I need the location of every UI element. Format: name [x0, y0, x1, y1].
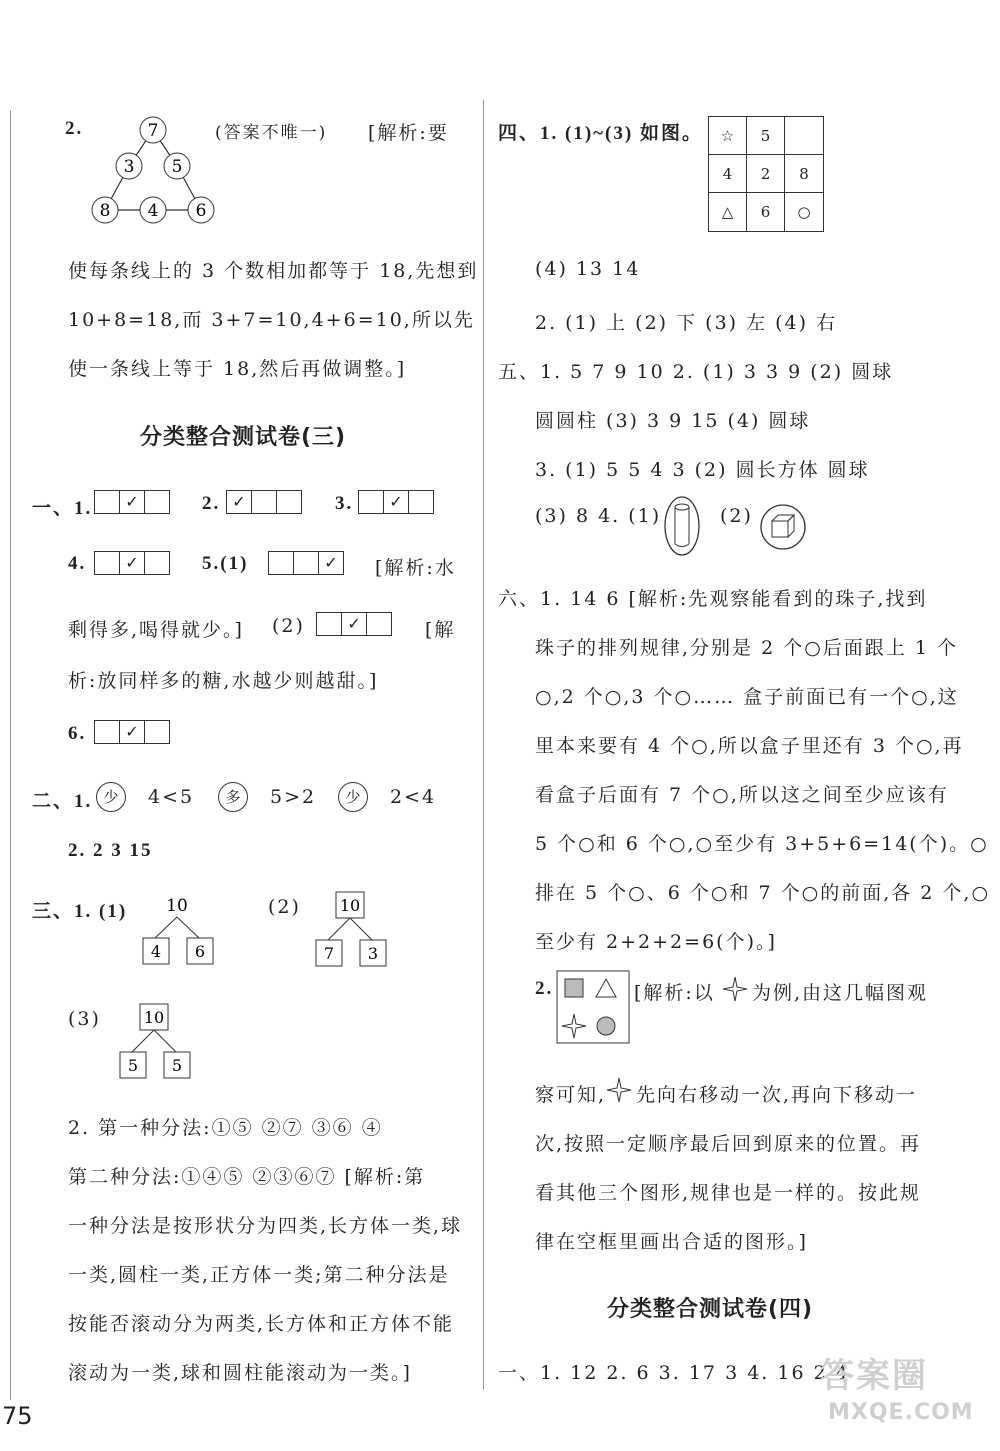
question-number: 6.: [68, 723, 87, 744]
analysis-start: [解析:水: [375, 557, 456, 579]
answer-boxes: ✓: [94, 551, 170, 575]
comparison: 2<4: [390, 786, 437, 808]
section-title: 分类整合测试卷(三): [140, 425, 347, 450]
text-line: 3. (1) 5 5 4 3 (2) 圆长方体 圆球: [535, 459, 870, 481]
circled-answer: 少: [338, 782, 368, 812]
sub-question: (2): [272, 615, 305, 637]
cylinder-icon: [662, 494, 702, 558]
comparison: 4<5: [148, 786, 195, 808]
svg-text:5: 5: [171, 157, 183, 177]
pattern-box: [556, 970, 630, 1044]
answer-boxes: ✓: [226, 490, 302, 514]
text-line: 2. (1) 上 (2) 下 (3) 左 (4) 右: [535, 312, 838, 334]
text-line: 先向右移动一次,再向下移动一: [636, 1084, 918, 1106]
svg-text:3: 3: [123, 157, 135, 177]
question-number: 2.: [65, 118, 84, 139]
grid-cell: ☆: [709, 117, 747, 155]
answer-boxes: ✓: [316, 612, 392, 636]
section-title: 分类整合测试卷(四): [607, 1297, 814, 1322]
cube-icon: [758, 502, 808, 552]
text-line: 使每条线上的 3 个数相加都等于 18,先想到: [68, 260, 479, 282]
text-line: 圆圆柱 (3) 3 9 15 (4) 圆球: [535, 410, 811, 432]
svg-text:10: 10: [339, 896, 361, 915]
comparison: 5>2: [270, 786, 317, 808]
section-heading: 四、1. (1)~(3) 如图。: [498, 123, 703, 144]
svg-text:10: 10: [143, 1008, 165, 1027]
analysis-start: [解析:要: [368, 122, 449, 144]
text-line: (4) 13 14: [535, 258, 641, 280]
node-bottom-mid: [140, 197, 166, 223]
answer-boxes: ✓: [94, 490, 170, 514]
circled-answer: 多: [218, 782, 248, 812]
text-line: 一类,圆柱一类,正方体一类;第二种分法是: [68, 1264, 450, 1286]
left-margin-line: [10, 110, 11, 1400]
circled-answer: 少: [96, 782, 126, 812]
watermark-url: MXQE.COM: [828, 1400, 974, 1425]
split-diagram-3: [112, 1000, 202, 1084]
grid-cell: 6: [747, 193, 785, 231]
analysis-start: [解析:以: [634, 982, 715, 1004]
answer-boxes: ✓: [268, 551, 344, 575]
question-number: 2.: [202, 493, 221, 514]
question-number: 2.: [535, 978, 554, 999]
split-diagram-1: [135, 892, 225, 970]
node-bottom-right: [188, 197, 214, 223]
text-line: 第二种分法:①④⑤ ②③⑥⑦ [解析:第: [68, 1166, 426, 1188]
text-line: 10+8=18,而 3+7=10,4+6=10,所以先: [68, 309, 475, 331]
grid-cell: 5: [747, 117, 785, 155]
svg-text:5: 5: [127, 1056, 139, 1075]
node-mid-left: [116, 153, 142, 179]
star-shape-icon: [720, 974, 750, 1004]
text-line: 排在 5 个○、6 个○和 7 个○的前面,各 2 个,○: [535, 882, 991, 904]
sub-question: (2): [720, 505, 753, 527]
svg-text:4: 4: [150, 942, 162, 961]
sub-question: (3): [68, 1008, 101, 1030]
text-line: 看其他三个图形,规律也是一样的。按此规: [535, 1182, 922, 1204]
svg-text:7: 7: [323, 944, 335, 963]
grid-cell: 8: [785, 155, 823, 193]
text-line: 五、1. 5 7 9 10 2. (1) 3 3 9 (2) 圆球: [498, 361, 894, 383]
svg-text:4: 4: [147, 201, 159, 221]
node-bottom-left: [92, 197, 118, 223]
page-number: 75: [2, 1402, 33, 1430]
grid-cell: [785, 117, 823, 155]
node-top: [140, 117, 166, 143]
star-shape-icon: [604, 1075, 634, 1105]
text-line: 剩得多,喝得就少。]: [68, 619, 244, 641]
text-line: ○,2 个○,3 个○…… 盒子前面已有一个○,这: [535, 686, 959, 708]
answer-boxes: ✓: [94, 720, 170, 744]
text-line: 察可知,: [535, 1084, 607, 1106]
svg-text:3: 3: [367, 944, 379, 963]
text-line: (3) 8 4. (1): [535, 505, 662, 527]
text-line: 一、1. 12 2. 6 3. 17 3 4. 16 2 4: [498, 1362, 850, 1384]
text-line: 按能否滚动分为两类,长方体和正方体不能: [68, 1313, 455, 1335]
analysis-start: [解: [425, 619, 456, 641]
watermark-logo: 答案圈: [820, 1356, 928, 1396]
svg-text:10: 10: [166, 896, 188, 916]
text-line: 看盒子后面有 7 个○,所以这之间至少应该有: [535, 784, 949, 806]
svg-text:6: 6: [195, 201, 207, 221]
text-line: 次,按照一定顺序最后回到原来的位置。再: [535, 1133, 922, 1155]
text-line: 至少有 2+2+2=6(个)。]: [535, 931, 777, 953]
svg-text:8: 8: [99, 201, 111, 221]
grid-cell: 2: [747, 155, 785, 193]
question-number: 5.(1): [202, 553, 249, 574]
text-line: 使一条线上等于 18,然后再做调整。]: [68, 358, 407, 380]
text-line: 2. 2 3 15: [68, 840, 153, 861]
text-line: 5 个○和 6 个○,○至少有 3+5+6=14(个)。○: [535, 833, 989, 855]
grid-cell: 4: [709, 155, 747, 193]
section-label: 二、1.: [32, 791, 93, 812]
text-line: 析:放同样多的糖,水越少则越甜。]: [68, 670, 379, 692]
section-label: 三、1. (1): [32, 901, 128, 922]
text-line: 律在空框里画出合适的图形。]: [535, 1231, 808, 1253]
text-line: 珠子的排列规律,分别是 2 个○后面跟上 1 个: [535, 637, 958, 659]
column-divider: [483, 100, 484, 1390]
split-diagram-2: [308, 888, 398, 972]
sub-question: (2): [268, 896, 301, 918]
grid-cell: △: [709, 193, 747, 231]
section-label: 一、1.: [32, 498, 93, 519]
answer-boxes: ✓: [358, 490, 434, 514]
svg-text:6: 6: [194, 942, 206, 961]
text-line: 一种分法是按形状分为四类,长方体一类,球: [68, 1215, 463, 1237]
svg-text:5: 5: [171, 1056, 183, 1075]
question-number: 3.: [335, 493, 354, 514]
text-line: 滚动为一类,球和圆柱能滚动为一类。]: [68, 1362, 412, 1384]
text-line: 2. 第一种分法:①⑤ ②⑦ ③⑥ ④: [68, 1117, 383, 1139]
grid-cell: ○: [797, 203, 811, 221]
svg-text:7: 7: [147, 121, 159, 141]
text-line: 六、1. 14 6 [解析:先观察能看到的珠子,找到: [498, 588, 928, 610]
question-number: 4.: [68, 553, 87, 574]
answer-note: (答案不唯一): [215, 123, 328, 143]
answer-grid: [708, 116, 824, 232]
text-line: 为例,由这几幅图观: [752, 982, 929, 1004]
triangle-number-diagram: [85, 110, 225, 230]
node-mid-right: [164, 153, 190, 179]
text-line: 里本来要有 4 个○,所以盒子里还有 3 个○,再: [535, 735, 964, 757]
